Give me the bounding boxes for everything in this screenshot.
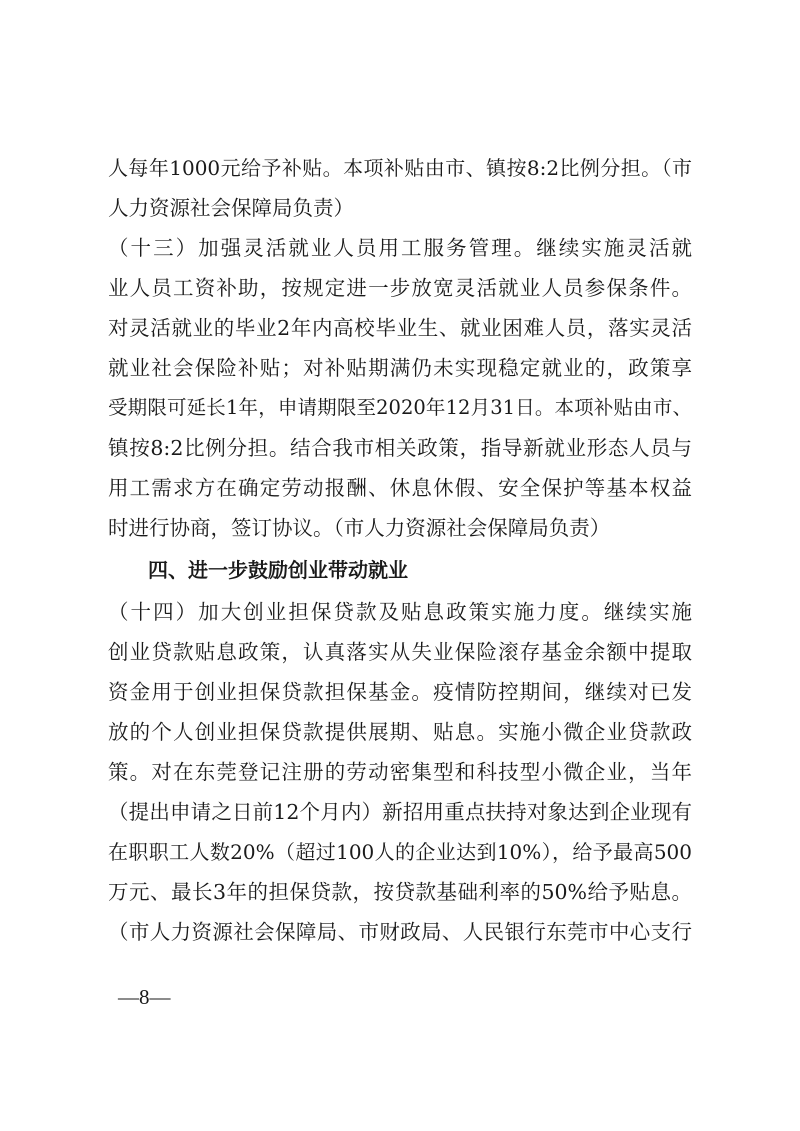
paragraph-14-line-4: 放的个人创业担保贷款提供展期、贴息。实施小微企业贷款政 bbox=[108, 720, 692, 744]
section-heading: 四、进一步鼓励创业带动就业 bbox=[148, 558, 408, 582]
paragraph-14-line-8: 万元、最长3年的担保贷款，按贷款基础利率的50%给予贴息。 bbox=[108, 880, 692, 904]
paragraph-13-line-1: （十三）加强灵活就业人员用工服务管理。继续实施灵活就 bbox=[108, 236, 692, 260]
paragraph-12-line-1: 人每年1000元给予补贴。本项补贴由市、镇按8:2比例分担。（市 bbox=[108, 156, 692, 180]
paragraph-13-line-3: 对灵活就业的毕业2年内高校毕业生、就业困难人员，落实灵活 bbox=[108, 316, 692, 340]
paragraph-14-line-6: （提出申请之日前12个月内）新招用重点扶持对象达到企业现有 bbox=[108, 800, 692, 824]
paragraph-13-line-4: 就业社会保险补贴；对补贴期满仍未实现稳定就业的，政策享 bbox=[108, 356, 692, 380]
paragraph-14-line-1: （十四）加大创业担保贷款及贴息政策实施力度。继续实施 bbox=[108, 600, 692, 624]
paragraph-14-line-2: 创业贷款贴息政策，认真落实从失业保险滚存基金余额中提取 bbox=[108, 640, 692, 664]
paragraph-12-line-2: 人力资源社会保障局负责） bbox=[108, 196, 354, 220]
paragraph-14-line-9: （市人力资源社会保障局、市财政局、人民银行东莞市中心支行 bbox=[108, 920, 692, 944]
paragraph-13-line-2: 业人员工资补助，按规定进一步放宽灵活就业人员参保条件。 bbox=[108, 276, 692, 300]
paragraph-13-line-8: 时进行协商，签订协议。（市人力资源社会保障局负责） bbox=[108, 516, 611, 540]
paragraph-14-line-3: 资金用于创业担保贷款担保基金。疫情防控期间，继续对已发 bbox=[108, 680, 692, 704]
paragraph-13-line-5: 受期限可延长1年，申请期限至2020年12月31日。本项补贴由市、 bbox=[108, 396, 692, 419]
page-number: —8— bbox=[118, 985, 171, 1009]
paragraph-13-line-7: 用工需求方在确定劳动报酬、休息休假、安全保护等基本权益 bbox=[108, 476, 692, 500]
paragraph-14-line-5: 策。对在东莞登记注册的劳动密集型和科技型小微企业，当年 bbox=[108, 760, 692, 784]
paragraph-14-line-7: 在职职工人数20%（超过100人的企业达到10%），给予最高500 bbox=[108, 840, 692, 864]
paragraph-13-line-6: 镇按8:2比例分担。结合我市相关政策，指导新就业形态人员与 bbox=[108, 436, 692, 460]
